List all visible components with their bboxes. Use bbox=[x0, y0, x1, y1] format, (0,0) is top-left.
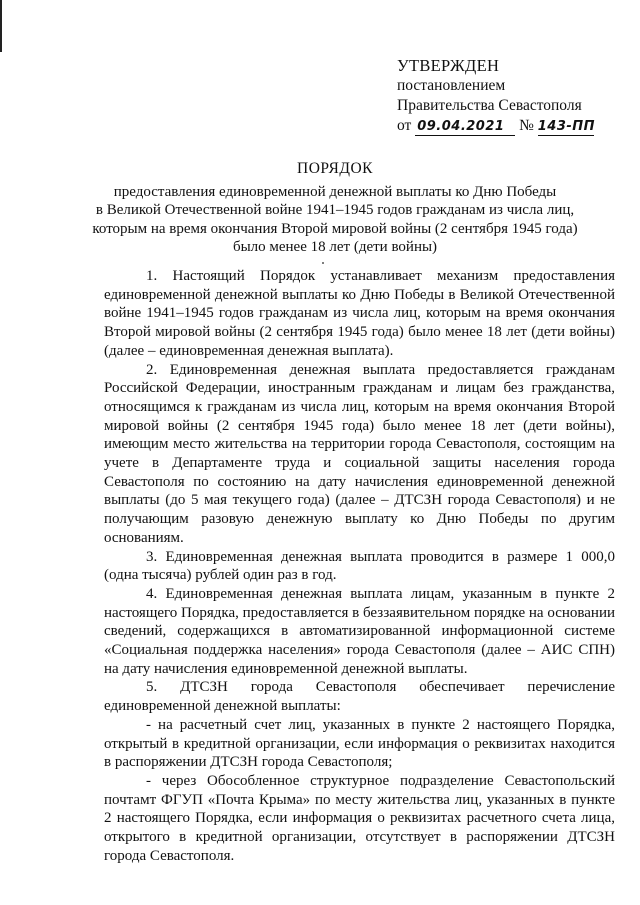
scan-speck bbox=[322, 262, 324, 264]
approval-line-resolution: постановлением bbox=[397, 77, 506, 94]
paragraph-5-bullet-2: - через Обособленное структурное подразделение Севастопольский почтамт ФГУП «Почта Крыма» по месту жительства лиц, указанных в пункте 2 настоящего Порядка, если информация о реквизитах расчетного счета лица, открытого в кредитной организации, отсутствует в распоряжении ДТСЗН города Севастополя. bbox=[104, 772, 615, 864]
paragraph-2: 2. Единовременная денежная выплата предоставляется гражданам Российской Федерации, иностранным гражданам и лицам без гражданства, относящимся к гражданам из числа лиц, которым на время окончания Второй мировой войны (2 сентября 1945 года) было менее 18 лет (дети войны), имеющим место жительства на территории города Севастополя, состоящим на учете в Департаменте труда и социальной защиты населения города Севастополя по состоянию на дату начисления единовременной денежной выплаты (до 5 мая текущего года) (далее – ДТСЗН города Севастополя) и не получающим разовую денежную выплату ко Дню Победы по другим основаниям. bbox=[104, 361, 615, 546]
paragraph-4: 4. Единовременная денежная выплата лицам, указанным в пункте 2 настоящего Порядка, предоставляется в беззаявительном порядке на основании сведений, содержащихся в автоматизированной информационной системе «Социальная поддержка населения» города Севастополя (далее – АИС СПН) на дату начисления единовременной денежной выплаты. bbox=[104, 585, 615, 677]
approval-line-government: Правительства Севастополя bbox=[397, 97, 582, 114]
title-heading: ПОРЯДОК bbox=[297, 160, 373, 177]
handwritten-date: 09.04.2021 bbox=[415, 118, 515, 136]
handwritten-number: 143-ПП bbox=[537, 119, 596, 134]
paragraph-3: 3. Единовременная денежная выплата проводится в размере 1 000,0 (одна тысяча) рублей один раз в год. bbox=[104, 548, 615, 584]
paragraph-1: 1. Настоящий Порядок устанавливает механизм предоставления единовременной денежной выплаты ко Дню Победы в Великой Отечественной войне 1941–1945 годов гражданам из числа лиц, которым на время окончания Второй мировой войны (2 сентября 1945 года) было менее 18 лет (дети войны) (далее – единовременная денежная выплата). bbox=[104, 268, 615, 359]
approved-label: УТВЕРЖДЕН bbox=[397, 56, 500, 75]
title-line-4: было менее 18 лет (дети войны) bbox=[232, 239, 438, 255]
approval-stamp-block bbox=[397, 56, 632, 136]
date-prefix: от bbox=[397, 117, 412, 134]
title-line-3: которым на время окончания Второй мировой войны (2 сентября 1945 года) bbox=[92, 220, 578, 237]
scan-edge-mark bbox=[0, 0, 2, 52]
number-prefix: № bbox=[519, 117, 534, 134]
document-title bbox=[60, 160, 610, 257]
document-body bbox=[104, 267, 615, 866]
paragraph-5: 5. ДТСЗН города Севастополя обеспечивает перечисление единовременной денежной выплаты: bbox=[104, 679, 615, 715]
paragraph-5-bullet-1: - на расчетный счет лиц, указанных в пункте 2 настоящего Порядка, открытый в кредитной организации, если информация о реквизитах находится в распоряжении ДТСЗН города Севастополя; bbox=[104, 716, 615, 771]
title-line-1: предоставления единовременной денежной выплаты ко Дню Победы bbox=[113, 183, 557, 200]
title-line-2: в Великой Отечественной войне 1941–1945 годов гражданам из числа лиц, bbox=[95, 202, 575, 218]
approval-date-line bbox=[397, 116, 632, 136]
